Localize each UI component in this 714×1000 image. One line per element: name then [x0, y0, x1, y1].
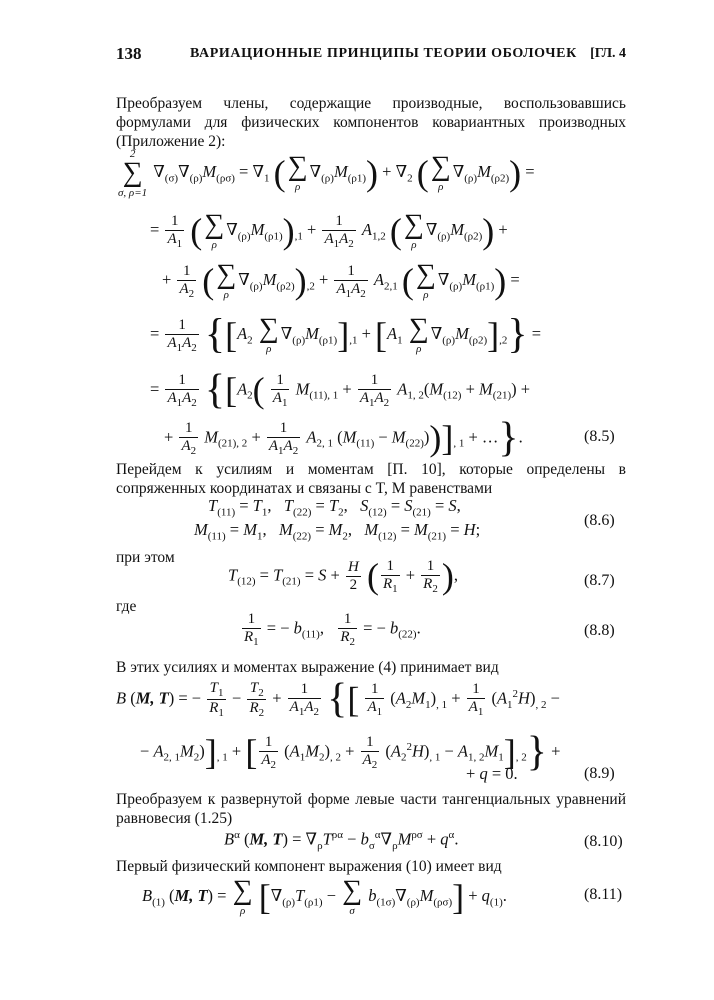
equation-number-8-10: (8.10): [584, 833, 623, 850]
equation-number-8-11: (8.11): [584, 886, 623, 903]
equation-number-8-9: (8.9): [584, 765, 615, 782]
equation-number-8-6: (8.6): [584, 512, 615, 529]
running-title: ВАРИАЦИОННЫЕ ПРИНЦИПЫ ТЕОРИИ ОБОЛОЧЕК: [190, 46, 577, 61]
intro-paragraph: Преобразуем члены, содержащие производные, воспользовавшись формулами для физических компонентов ковариантных производных (Приложение 2):: [116, 95, 626, 150]
efforts-expression-paragraph: В этих усилиях и моментах выражение (4) принимает вид: [116, 659, 499, 676]
equation-8-6-line-1: $T_{(11)} = T_1$, $T_{(22)} = T_2$, $S_{(12)} = S_{(21)} = S$,: [208, 496, 461, 519]
first-component-paragraph: Первый физический компонент выражения (10) имеет вид: [116, 858, 502, 875]
equation-8-5-line-4: = $\frac{1}{A_1A_2}$ {[$A_2$ ∑ ρ $\nabla_{(\rho)}M_{(\rho 1)}]_{,1} + [A_1$ ∑ ρ $\nabla_{(\rho)}M_{(\rho 2)}]_{,2}$} =: [150, 311, 541, 358]
chapter-label: [ГЛ. 4: [590, 46, 626, 61]
equation-8-7: $T_{(12)} = T_{(21)} = S$ + $\frac{H}{2}$ ( $\frac{1}{R_1}$ + $\frac{1}{R_2}$ ),: [228, 556, 458, 597]
efforts-paragraph: Перейдем к усилиям и моментам [П. 10], которые определены в сопряженных координатах и связаны с T, M равенствами: [116, 461, 626, 497]
equation-8-9-line-3: + q = 0.: [466, 764, 518, 783]
equation-8-9-line-2: − $A_{2, 1}M_2)]_{, 1}$ + [ $\frac{1}{A_2}$ $(A_1M_2)_{, 2}$ + $\frac{1}{A_2}$ $(A_2^2H)_{, 1} - A_{1, 2}M_1]_{, 2}$} +: [140, 728, 561, 775]
equation-8-5-line-1: 2 ∑ σ, ρ=1 $\nabla_{(\sigma)}\nabla_{(\rho)}M_{(\rho\sigma)} = \nabla_1$ ( ∑ ρ $\nabla_{(\rho)}M_{(\rho 1)}) + \nabla_2$ ( ∑ ρ $\nabla_{(\rho)}M_{(\rho 2)}$) =: [118, 148, 535, 199]
equation-8-5-line-6: + $\frac{1}{A_2}$ $M_{(21), 2}$ + $\frac{1}{A_1A_2}$ $A_{2, 1}$ $(M_{(11)} - M_{(22)}))]_{, 1}$ + …}.: [164, 414, 523, 461]
equation-8-11: $B_{(1)}$ (M, T) = ∑ ρ [$\nabla_{(\rho)}T_{(\rho 1)}$ − ∑ σ $b_{(1\sigma)}\nabla_{(\rho)}M_{(\rho\sigma)}] + q_{(1)}$.: [142, 875, 507, 917]
page-number: 138: [116, 44, 142, 63]
equation-number-8-8: (8.8): [584, 622, 615, 639]
equation-number-8-5: (8.5): [584, 428, 615, 445]
label-gde: где: [116, 598, 137, 615]
transform-paragraph: Преобразуем к развернутой форме левые части тангенциальных уравнений равновесия (1.25): [116, 791, 626, 827]
equation-8-10: $B^\alpha$ (M, $T) = \nabla_\rho T^{\rho\alpha} - b_\sigma^\alpha\nabla_\rho M^{\rho\sigma} + q^\alpha$.: [224, 829, 459, 852]
page-header: [116, 44, 626, 68]
equation-8-6-line-2: $M_{(11)} = M_1$, $M_{(22)} = M_2$, $M_{(12)} = M_{(21)} = H$;: [194, 520, 481, 543]
equation-8-5-line-2: = $\frac{1}{A_1}$ ( ∑ ρ $\nabla_{(\rho)}M_{(\rho 1)})_{,1}$ + $\frac{1}{A_1A_2}$ $A_{1,2}$ ( ∑ ρ $\nabla_{(\rho)}M_{(\rho 2)}$) +: [150, 209, 508, 251]
equation-8-5-line-3: + $\frac{1}{A_2}$ ( ∑ ρ $\nabla_{(\rho)}M_{(\rho 2)})_{,2}$ + $\frac{1}{A_1A_2}$ $A_{2,1}$ ( ∑ ρ $\nabla_{(\rho)}M_{(\rho 1)}$) =: [162, 259, 520, 301]
label-pri-etom: при этом: [116, 549, 175, 566]
equation-number-8-7: (8.7): [584, 572, 615, 589]
equation-8-5-line-5: = $\frac{1}{A_1A_2}$ {[$A_2$( $\frac{1}{A_1}$ $M_{(11), 1}$ + $\frac{1}{A_1A_2}$ $A_{1, 2}(M_{(12)} + M_{(21)})$ +: [150, 366, 531, 413]
equation-8-8: $\frac{1}{R_1}$ = − $b_{(11)}$, $\frac{1}{R_2}$ = − $b_{(22)}$.: [244, 611, 421, 648]
equation-8-9-line-1: B (M, T) = − $\frac{T_1}{R_1}$ − $\frac{T_2}{R_2}$ + $\frac{1}{A_1A_2}$ {[ $\frac{1}{A_1}$ $(A_2M_1)_{, 1}$ + $\frac{1}{A_1}$ $(A_1^2H)_{, 2}$ −: [116, 676, 560, 723]
